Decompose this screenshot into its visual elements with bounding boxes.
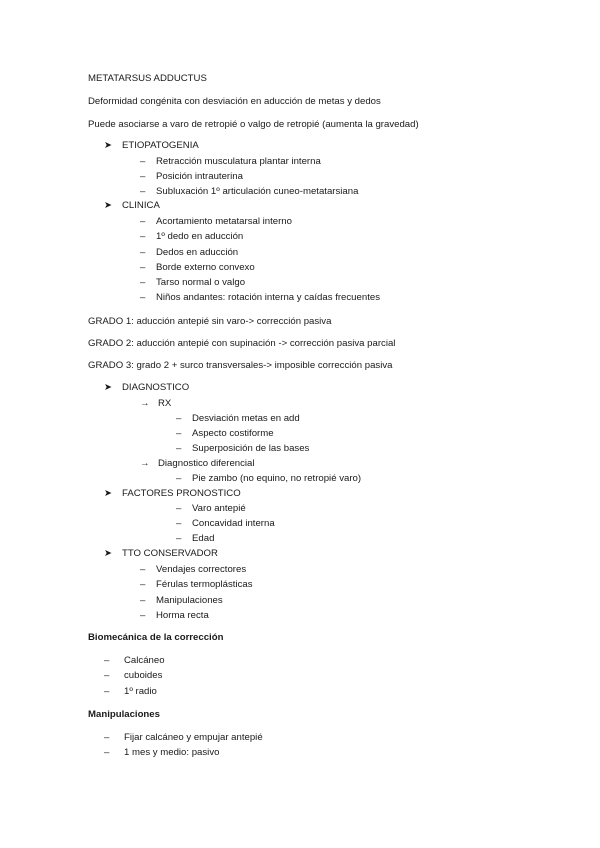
dash-icon: – — [140, 595, 146, 606]
dash-icon: – — [104, 686, 110, 697]
list-item: – Acortamiento metatarsal interno — [140, 216, 292, 227]
list-item: – Subluxación 1º articulación cuneo-metatarsiana — [140, 186, 359, 197]
dash-icon: – — [140, 216, 146, 227]
rx-subheading: → RX — [140, 398, 172, 409]
dash-icon: – — [140, 231, 146, 242]
arrowhead-bullet-icon: ➤ — [104, 382, 113, 393]
list-item: – Manipulaciones — [140, 595, 223, 606]
dash-icon: – — [176, 533, 182, 544]
list-item: – Tarso normal o valgo — [140, 277, 246, 288]
list-item: – cuboides — [104, 670, 163, 681]
list-item: – Aspecto costiforme — [176, 428, 274, 439]
dash-icon: – — [140, 292, 146, 303]
association-text: Puede asociarse a varo de retropié o valgo de retropié (aumenta la gravedad) — [88, 119, 419, 130]
list-item: – 1 mes y medio: pasivo — [104, 747, 220, 758]
list-item: – Posición intrauterina — [140, 171, 243, 182]
dash-icon: – — [104, 670, 110, 681]
biomecanica-heading: Biomecánica de la corrección — [88, 632, 224, 643]
dash-icon: – — [140, 247, 146, 258]
dash-icon: – — [140, 564, 146, 575]
list-item: – Férulas termoplásticas — [140, 579, 253, 590]
dash-icon: – — [176, 503, 182, 514]
list-item: – Calcáneo — [104, 655, 165, 666]
arrowhead-bullet-icon: ➤ — [104, 488, 113, 499]
list-item: – Varo antepié — [176, 503, 246, 514]
dash-icon: – — [140, 579, 146, 590]
dash-icon: – — [104, 655, 110, 666]
list-item: – Superposición de las bases — [176, 443, 310, 454]
factores-heading: ➤ FACTORES PRONOSTICO — [104, 488, 241, 499]
arrowhead-bullet-icon: ➤ — [104, 140, 113, 151]
dash-icon: – — [140, 277, 146, 288]
list-item: – Vendajes correctores — [140, 564, 247, 575]
tto-heading: ➤ TTO CONSERVADOR — [104, 548, 218, 559]
document-title: METATARSUS ADDUCTUS — [88, 73, 207, 84]
list-item: – Fijar calcáneo y empujar antepié — [104, 732, 263, 743]
list-item: – Pie zambo (no equino, no retropié varo) — [176, 473, 362, 484]
grade-3-text: GRADO 3: grado 2 + surco transversales-> imposible corrección pasiva — [88, 360, 393, 371]
definition-text: Deformidad congénita con desviación en aducción de metas y dedos — [88, 96, 381, 107]
dash-icon: – — [176, 428, 182, 439]
grade-1-text: GRADO 1: aducción antepié sin varo-> corrección pasiva — [88, 316, 332, 327]
dash-icon: – — [140, 610, 146, 621]
list-item: – Concavidad interna — [176, 518, 275, 529]
list-item: – Niños andantes: rotación interna y caídas frecuentes — [140, 292, 380, 303]
right-arrow-icon: → — [140, 398, 150, 409]
dash-icon: – — [140, 171, 146, 182]
diagnostico-heading: ➤ DIAGNOSTICO — [104, 382, 190, 393]
dash-icon: – — [176, 518, 182, 529]
list-item: – Edad — [176, 533, 215, 544]
dash-icon: – — [140, 186, 146, 197]
dash-icon: – — [176, 413, 182, 424]
list-item: – Dedos en aducción — [140, 247, 239, 258]
etiopatogenia-heading: ➤ ETIOPATOGENIA — [104, 140, 199, 151]
list-item: – 1º radio — [104, 686, 157, 697]
list-item: – 1º dedo en aducción — [140, 231, 244, 242]
arrowhead-bullet-icon: ➤ — [104, 200, 113, 211]
manipulaciones-heading: Manipulaciones — [88, 709, 160, 720]
dash-icon: – — [176, 443, 182, 454]
list-item: – Desviación metas en add — [176, 413, 300, 424]
grade-2-text: GRADO 2: aducción antepié con supinación -> corrección pasiva parcial — [88, 338, 396, 349]
list-item: – Retracción musculatura plantar interna — [140, 156, 321, 167]
clinica-heading: ➤ CLINICA — [104, 200, 160, 211]
right-arrow-icon: → — [140, 458, 150, 469]
arrowhead-bullet-icon: ➤ — [104, 548, 113, 559]
diferencial-subheading: → Diagnostico diferencial — [140, 458, 255, 469]
dash-icon: – — [104, 732, 110, 743]
list-item: – Horma recta — [140, 610, 209, 621]
list-item: – Borde externo convexo — [140, 262, 255, 273]
dash-icon: – — [140, 262, 146, 273]
dash-icon: – — [104, 747, 110, 758]
dash-icon: – — [176, 473, 182, 484]
dash-icon: – — [140, 156, 146, 167]
